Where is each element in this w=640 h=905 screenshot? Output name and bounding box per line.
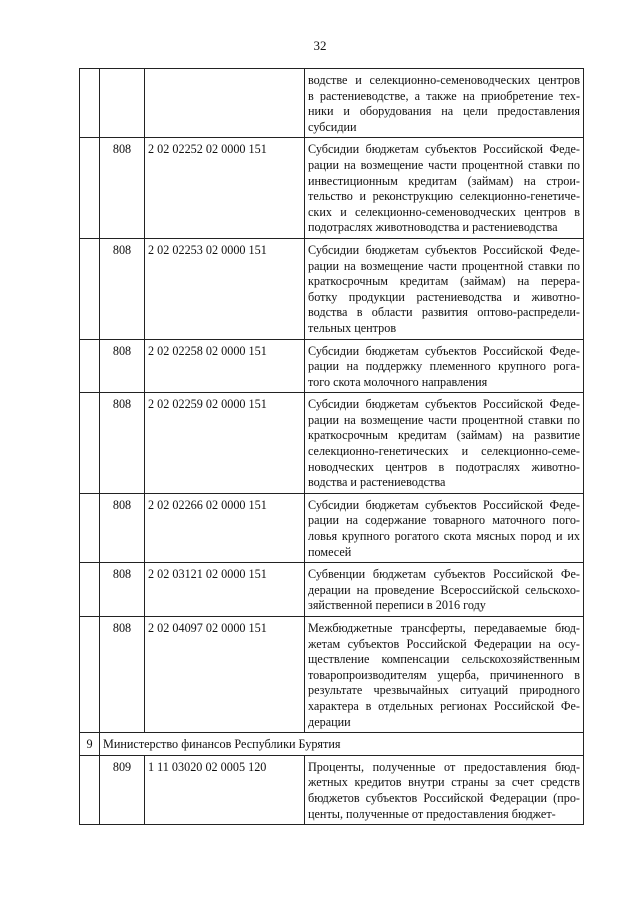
revenue-name-line: Субсидии бюджетам субъектов Российской Феде- [308,242,580,257]
revenue-name-line: рации на возмещение части процентной ставки по [308,157,580,172]
table-row [80,617,584,733]
revenue-name [305,238,584,339]
row-number-cell [80,238,100,339]
revenue-code: 2 02 02258 02 0000 151 [145,339,305,393]
revenue-name-line: ских и селекционно-семеноводческих центров в [308,204,580,219]
revenue-name-line: рации на поддержку племенного крупного рога- [308,359,580,374]
table-row [80,493,584,562]
revenue-code: 2 02 02266 02 0000 151 [145,493,305,562]
revenue-name-line: Субвенции бюджетам субъектов Российской Фе- [308,567,580,582]
administrator-code: 808 [100,493,145,562]
revenue-name-line: дерации на проведение Всероссийской сельскохо- [308,582,580,597]
revenue-name-line: того скота молочного направления [308,374,488,389]
table-row [80,138,584,239]
administrator-code: 808 [100,339,145,393]
revenue-name-line: помесей [308,544,352,559]
table-row [80,69,584,138]
table-row [80,563,584,617]
revenue-code [145,69,305,138]
administrator-code: 808 [100,138,145,239]
revenue-code: 2 02 03121 02 0000 151 [145,563,305,617]
revenue-name-line: селекционно-генетических и селекционно-семе- [308,444,580,459]
revenue-name-line: в растениеводстве, а также на приобретение тех- [308,88,580,103]
row-number-cell [80,563,100,617]
row-number-cell [80,339,100,393]
revenue-code: 1 11 03020 02 0005 120 [145,755,305,824]
revenue-code: 2 02 02252 02 0000 151 [145,138,305,239]
budget-revenue-table [79,68,584,825]
revenue-name-line: товаропроизводителям ущерба, причиненного в [308,667,580,682]
revenue-name-line: Межбюджетные трансферты, передаваемые бюд- [308,621,580,635]
revenue-name [305,563,584,617]
revenue-name [305,393,584,494]
row-number-cell [80,393,100,494]
revenue-name-line: субсидии [308,119,357,134]
revenue-name-line: ществление компенсации сельскохозяйственным [308,652,580,667]
revenue-name-line: тельных центров [308,320,397,335]
row-number-cell [80,138,100,239]
revenue-name-line: ники и оборудования на цели предоставления [308,104,580,119]
table-row [80,393,584,494]
table-row [80,238,584,339]
revenue-code: 2 02 02253 02 0000 151 [145,238,305,339]
revenue-code: 2 02 02259 02 0000 151 [145,393,305,494]
revenue-name-line: водства в области развития оптово-распредели- [308,305,580,320]
row-number-cell [80,617,100,733]
revenue-name-line: Проценты, полученные от предоставления бюд- [308,759,580,774]
administrator-code: 809 [100,755,145,824]
revenue-name-line: результате чрезвычайных ситуаций природного [308,683,580,698]
revenue-code: 2 02 04097 02 0000 151 [145,617,305,733]
revenue-name-line: ботку продукции растениеводства и животно- [308,289,580,304]
row-number-cell [80,493,100,562]
revenue-name-line: Субсидии бюджетам субъектов Российской Феде- [308,142,580,157]
revenue-name-line: центы, полученные от предоставления бюджет- [308,806,556,821]
revenue-name-line: характера в отдельных регионах Российской Фе- [308,698,580,713]
revenue-name-line: краткосрочным кредитам (займам) на развитие [308,428,580,443]
revenue-name-line: Субсидии бюджетам субъектов Российской Феде- [308,343,580,358]
revenue-name [305,339,584,393]
revenue-name-line: рации на возмещение части процентной ставки по [308,258,580,273]
revenue-name-line: подотраслях животноводства и растениеводства [308,220,558,235]
administrator-code: 808 [100,617,145,733]
table-row [80,339,584,393]
administrator-code: 808 [100,393,145,494]
table-row [80,755,584,824]
revenue-name-line: краткосрочным кредитам (займам) на перера- [308,274,580,289]
administrator-code: 808 [100,238,145,339]
revenue-name-line: рации на содержание товарного маточного пого- [308,513,580,528]
revenue-name-line: зяйственной переписи в 2016 году [308,598,486,613]
table-body [80,69,584,825]
administrator-code [100,69,145,138]
revenue-name [305,138,584,239]
revenue-name [305,755,584,824]
revenue-name-line: новодческих центров в подотраслях животно- [308,459,580,474]
row-number-cell [80,69,100,138]
revenue-name-line: бюджетов субъектов Российской Федерации (про- [308,790,580,805]
revenue-name-line: тельство и реконструкцию селекционно-генетиче- [308,189,580,204]
row-number-cell [80,755,100,824]
administrator-code: 808 [100,563,145,617]
revenue-name-line: жетам субъектов Российской Федерации на осу- [308,636,580,651]
revenue-name-line: жетных кредитов внутри страны за счет средств [308,775,580,790]
revenue-name-line: инвестиционным кредитам (займам) на строи- [308,173,580,188]
section-number: 9 [80,733,100,756]
section-title: Министерство финансов Республики Бурятия [100,733,584,756]
revenue-name [305,69,584,138]
revenue-name-line: Субсидии бюджетам субъектов Российской Феде- [308,397,580,412]
revenue-name-line: водства и растениеводства [308,475,446,490]
page-number: 32 [313,38,327,53]
revenue-name-line: дерации [308,714,351,729]
revenue-name [305,493,584,562]
revenue-name-line: Субсидии бюджетам субъектов Российской Феде- [308,497,580,512]
revenue-name-line: рации на возмещение части процентной ставки по [308,412,580,427]
revenue-name [305,617,584,733]
revenue-name-line: ловья крупного рогатого скота мясных пород и их [308,529,580,544]
revenue-name-line: водстве и селекционно-семеноводческих центров [308,73,580,87]
section-row [80,733,584,756]
